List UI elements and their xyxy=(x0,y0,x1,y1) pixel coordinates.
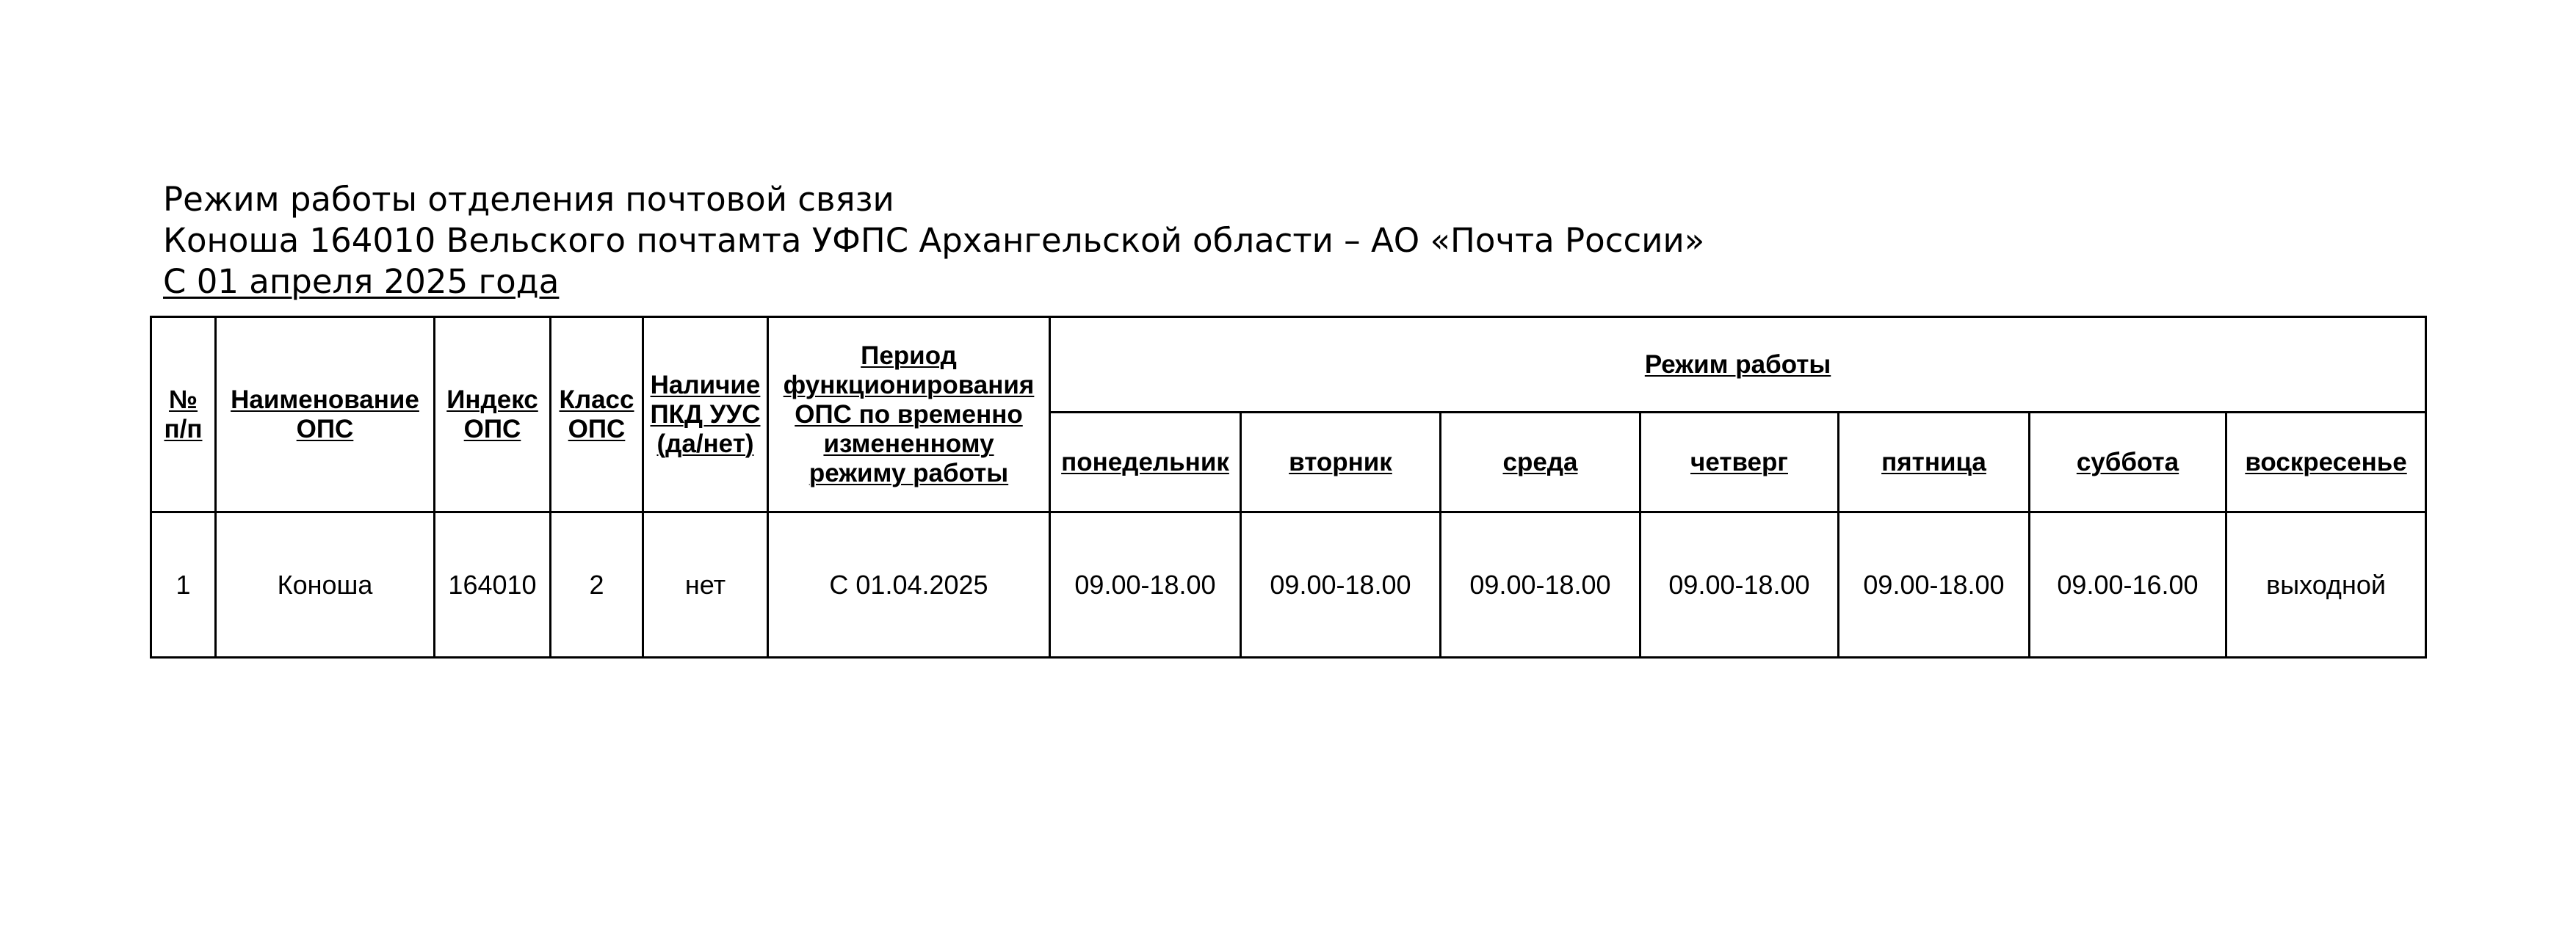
header-num: № п/п xyxy=(151,317,216,512)
cell-index: 164010 xyxy=(435,512,551,658)
cell-pkd: нет xyxy=(643,512,768,658)
cell-name: Коноша xyxy=(216,512,435,658)
document-heading xyxy=(163,179,1704,302)
cell-hours-thursday: 09.00-18.00 xyxy=(1640,512,1839,658)
cell-hours-wednesday: 09.00-18.00 xyxy=(1441,512,1640,658)
header-day-saturday: суббота xyxy=(2030,413,2226,512)
cell-hours-sunday: выходной xyxy=(2226,512,2426,658)
cell-period: С 01.04.2025 xyxy=(768,512,1050,658)
header-day-sunday: воскресенье xyxy=(2226,413,2426,512)
header-class: Класс ОПС xyxy=(551,317,643,512)
header-period: Период функционирования ОПС по временно измененному режиму работы xyxy=(768,317,1050,512)
header-day-thursday: четверг xyxy=(1640,413,1839,512)
header-day-tuesday: вторник xyxy=(1241,413,1441,512)
cell-class: 2 xyxy=(551,512,643,658)
header-day-wednesday: среда xyxy=(1441,413,1640,512)
cell-hours-tuesday: 09.00-18.00 xyxy=(1241,512,1441,658)
cell-num: 1 xyxy=(151,512,216,658)
table-row xyxy=(151,512,2426,658)
cell-hours-friday: 09.00-18.00 xyxy=(1839,512,2030,658)
header-index: Индекс ОПС xyxy=(435,317,551,512)
cell-hours-monday: 09.00-18.00 xyxy=(1050,512,1241,658)
heading-office: Коноша 164010 Вельского почтамта УФПС Архангельской области – АО «Почта России» xyxy=(163,221,1705,260)
header-day-friday: пятница xyxy=(1839,413,2030,512)
heading-effective-date: С 01 апреля 2025 года xyxy=(163,262,560,301)
header-schedule: Режим работы xyxy=(1050,317,2426,413)
header-row-1 xyxy=(151,317,2426,413)
header-day-monday: понедельник xyxy=(1050,413,1241,512)
cell-hours-saturday: 09.00-16.00 xyxy=(2030,512,2226,658)
header-pkd: Наличие ПКД УУС (да/нет) xyxy=(643,317,768,512)
header-name: Наименование ОПС xyxy=(216,317,435,512)
schedule-table xyxy=(150,316,2427,659)
heading-title: Режим работы отделения почтовой связи xyxy=(163,180,894,219)
